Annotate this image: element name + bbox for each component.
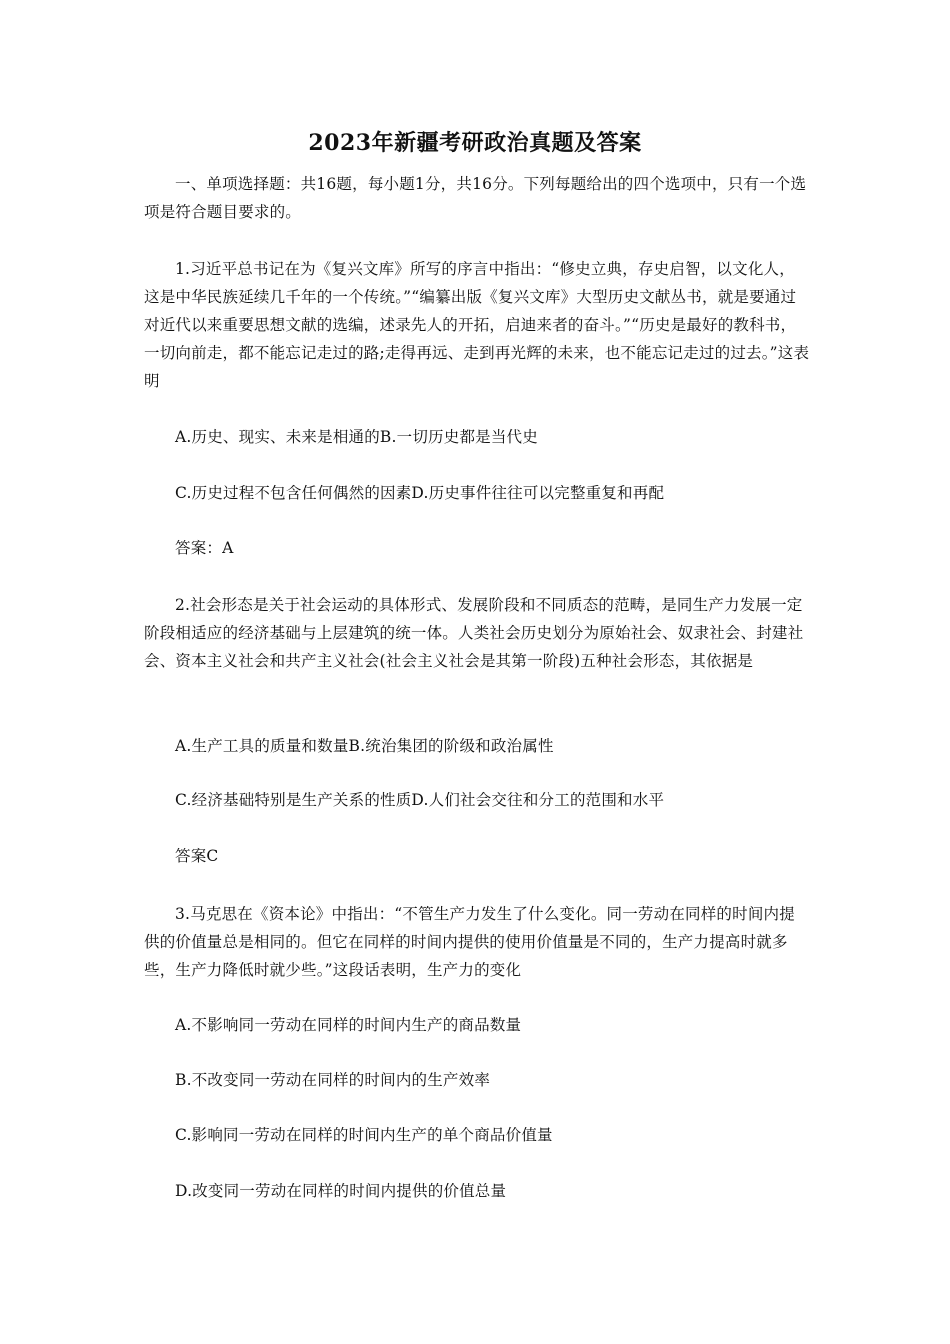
question-2-options-cd: C.经济基础特别是生产关系的性质D.人们社会交往和分工的范围和水平 [175, 791, 665, 809]
question-1-answer: 答案：A [175, 539, 234, 557]
question-2-answer: 答案C [175, 847, 219, 865]
question-1-stem: 1.习近平总书记在为《复兴文库》所写的序言中指出：“修史立典，存史启智，以文化人，这是中华民族延续几千年的一个传统。”“编纂出版《复兴文库》大型历史文献丛书，就是要通过对近代以来重要思想文献的选编，述录先人的开拓，启迪来者的奋斗。”“历史是最好的教科书，一切向前走，都不能忘记走过的路;走得再远、走到再光辉的未来，也不能忘记走过的过去。”这表明 [144, 260, 810, 390]
question-3-stem: 3.马克思在《资本论》中指出：“不管生产力发生了什么变化。同一劳动在同样的时间内提供的价值量总是相同的。但它在同样的时间内提供的使用价值量是不同的，生产力提高时就多些，生产力降低时就少些。”这段话表明，生产力的变化 [144, 905, 795, 979]
question-3-option-d: D.改变同一劳动在同样的时间内提供的价值总量 [175, 1182, 507, 1200]
question-1-options-ab: A.历史、现实、未来是相通的B.一切历史都是当代史 [175, 428, 538, 446]
question-1-options-cd: C.历史过程不包含任何偶然的因素D.历史事件往往可以完整重复和再配 [175, 484, 665, 502]
section-intro: 一、单项选择题：共16题，每小题1分，共16分。下列每题给出的四个选项中，只有一个选项是符合题目要求的。 [144, 175, 807, 221]
question-3-option-a: A.不影响同一劳动在同样的时间内生产的商品数量 [175, 1016, 522, 1034]
question-3-option-b: B.不改变同一劳动在同样的时间内的生产效率 [175, 1071, 491, 1089]
document-title: 2023年新疆考研政治真题及答案 [308, 130, 642, 156]
question-3-option-c: C.影响同一劳动在同样的时间内生产的单个商品价值量 [175, 1126, 553, 1144]
question-2-stem: 2.社会形态是关于社会运动的具体形式、发展阶段和不同质态的范畴，是同生产力发展一定阶段相适应的经济基础与上层建筑的统一体。人类社会历史划分为原始社会、奴隶社会、封建社会、资本主义社会和共产主义社会(社会主义社会是其第一阶段)五种社会形态，其依据是 [144, 596, 804, 670]
question-2-options-ab: A.生产工具的质量和数量B.统治集团的阶级和政治属性 [175, 737, 554, 755]
